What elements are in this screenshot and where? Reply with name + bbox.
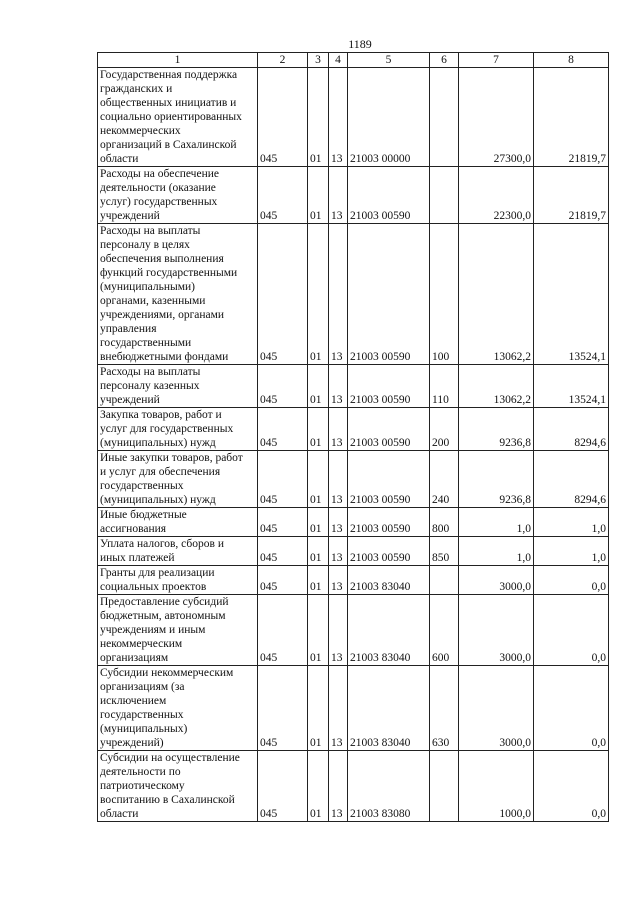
expense-type-cell: 200 <box>430 408 459 451</box>
table-row <box>98 167 609 224</box>
amount-plan-cell: 9236,8 <box>459 451 534 508</box>
ministry-code-cell: 045 <box>258 451 308 508</box>
subsection-code-cell: 13 <box>329 451 348 508</box>
amount-actual-cell: 21819,7 <box>534 167 609 224</box>
section-code-cell: 01 <box>308 595 329 666</box>
table-row <box>98 508 609 537</box>
row-name-cell: Расходы на обеспечение деятельности (оказание услуг) государственных учреждений <box>98 167 258 224</box>
table-body <box>98 68 609 822</box>
section-code-cell: 01 <box>308 566 329 595</box>
expense-type-cell <box>430 566 459 595</box>
ministry-code-cell: 045 <box>258 595 308 666</box>
target-article-cell: 21003 00590 <box>348 365 430 408</box>
section-code-cell: 01 <box>308 508 329 537</box>
amount-plan-cell: 3000,0 <box>459 666 534 751</box>
amount-plan-cell: 3000,0 <box>459 566 534 595</box>
target-article-cell: 21003 83080 <box>348 751 430 822</box>
row-name-cell: Предоставление субсидий бюджетным, автономным учреждениям и иным некоммерческим организациям <box>98 595 258 666</box>
table-row <box>98 566 609 595</box>
amount-actual-cell: 21819,7 <box>534 68 609 167</box>
target-article-cell: 21003 83040 <box>348 595 430 666</box>
subsection-code-cell: 13 <box>329 595 348 666</box>
subsection-code-cell: 13 <box>329 365 348 408</box>
row-name-cell: Гранты для реализации социальных проектов <box>98 566 258 595</box>
ministry-code-cell: 045 <box>258 566 308 595</box>
table-row <box>98 451 609 508</box>
column-header: 8 <box>534 53 609 68</box>
expense-type-cell: 850 <box>430 537 459 566</box>
expense-type-cell <box>430 751 459 822</box>
amount-actual-cell: 13524,1 <box>534 365 609 408</box>
subsection-code-cell: 13 <box>329 566 348 595</box>
row-name-cell: Закупка товаров, работ и услуг для государственных (муниципальных) нужд <box>98 408 258 451</box>
section-code-cell: 01 <box>308 408 329 451</box>
amount-actual-cell: 0,0 <box>534 666 609 751</box>
ministry-code-cell: 045 <box>258 224 308 365</box>
target-article-cell: 21003 00590 <box>348 451 430 508</box>
ministry-code-cell: 045 <box>258 408 308 451</box>
target-article-cell: 21003 83040 <box>348 666 430 751</box>
target-article-cell: 21003 00590 <box>348 537 430 566</box>
amount-actual-cell: 0,0 <box>534 566 609 595</box>
column-header: 4 <box>329 53 348 68</box>
amount-actual-cell: 13524,1 <box>534 224 609 365</box>
section-code-cell: 01 <box>308 365 329 408</box>
amount-plan-cell: 13062,2 <box>459 365 534 408</box>
row-name-cell: Иные бюджетные ассигнования <box>98 508 258 537</box>
amount-plan-cell: 1000,0 <box>459 751 534 822</box>
expense-type-cell: 800 <box>430 508 459 537</box>
row-name-cell: Иные закупки товаров, работ и услуг для обеспечения государственных (муниципальных) нужд <box>98 451 258 508</box>
section-code-cell: 01 <box>308 167 329 224</box>
page-number: 1189 <box>348 37 372 51</box>
row-name-cell: Субсидии некоммерческим организациям (за исключением государственных (муниципальных) учреждений) <box>98 666 258 751</box>
column-header: 2 <box>258 53 308 68</box>
ministry-code-cell: 045 <box>258 751 308 822</box>
amount-plan-cell: 1,0 <box>459 537 534 566</box>
amount-actual-cell: 0,0 <box>534 595 609 666</box>
ministry-code-cell: 045 <box>258 508 308 537</box>
ministry-code-cell: 045 <box>258 666 308 751</box>
table-row <box>98 751 609 822</box>
table-row <box>98 408 609 451</box>
target-article-cell: 21003 00590 <box>348 508 430 537</box>
budget-table <box>97 52 609 822</box>
subsection-code-cell: 13 <box>329 537 348 566</box>
expense-type-cell: 100 <box>430 224 459 365</box>
amount-plan-cell: 27300,0 <box>459 68 534 167</box>
ministry-code-cell: 045 <box>258 537 308 566</box>
section-code-cell: 01 <box>308 666 329 751</box>
target-article-cell: 21003 83040 <box>348 566 430 595</box>
subsection-code-cell: 13 <box>329 224 348 365</box>
expense-type-cell: 110 <box>430 365 459 408</box>
amount-actual-cell: 0,0 <box>534 751 609 822</box>
amount-actual-cell: 8294,6 <box>534 451 609 508</box>
ministry-code-cell: 045 <box>258 365 308 408</box>
amount-plan-cell: 9236,8 <box>459 408 534 451</box>
amount-plan-cell: 13062,2 <box>459 224 534 365</box>
subsection-code-cell: 13 <box>329 508 348 537</box>
amount-plan-cell: 3000,0 <box>459 595 534 666</box>
table-row <box>98 68 609 167</box>
row-name-cell: Государственная поддержка гражданских и общественных инициатив и социально ориентированных некоммерческих организаций в Сахалинской области <box>98 68 258 167</box>
amount-actual-cell: 1,0 <box>534 508 609 537</box>
row-name-cell: Уплата налогов, сборов и иных платежей <box>98 537 258 566</box>
section-code-cell: 01 <box>308 224 329 365</box>
subsection-code-cell: 13 <box>329 751 348 822</box>
expense-type-cell <box>430 68 459 167</box>
row-name-cell: Расходы на выплаты персоналу казенных учреждений <box>98 365 258 408</box>
target-article-cell: 21003 00590 <box>348 224 430 365</box>
header-row <box>98 53 609 68</box>
table-row <box>98 537 609 566</box>
column-header: 7 <box>459 53 534 68</box>
ministry-code-cell: 045 <box>258 68 308 167</box>
table-row <box>98 365 609 408</box>
column-header: 6 <box>430 53 459 68</box>
section-code-cell: 01 <box>308 751 329 822</box>
subsection-code-cell: 13 <box>329 167 348 224</box>
row-name-cell: Субсидии на осуществление деятельности по патриотическому воспитанию в Сахалинской области <box>98 751 258 822</box>
amount-actual-cell: 8294,6 <box>534 408 609 451</box>
ministry-code-cell: 045 <box>258 167 308 224</box>
target-article-cell: 21003 00000 <box>348 68 430 167</box>
amount-plan-cell: 22300,0 <box>459 167 534 224</box>
row-name-cell: Расходы на выплаты персоналу в целях обеспечения выполнения функций государственными (муниципальными) органами, казенными учреждениями, органами управления государственными внебюджетными фондами <box>98 224 258 365</box>
table-row <box>98 595 609 666</box>
column-header: 5 <box>348 53 430 68</box>
target-article-cell: 21003 00590 <box>348 167 430 224</box>
amount-actual-cell: 1,0 <box>534 537 609 566</box>
amount-plan-cell: 1,0 <box>459 508 534 537</box>
column-header: 1 <box>98 53 258 68</box>
subsection-code-cell: 13 <box>329 68 348 167</box>
table-row <box>98 224 609 365</box>
expense-type-cell: 630 <box>430 666 459 751</box>
expense-type-cell: 600 <box>430 595 459 666</box>
subsection-code-cell: 13 <box>329 408 348 451</box>
column-header: 3 <box>308 53 329 68</box>
section-code-cell: 01 <box>308 68 329 167</box>
subsection-code-cell: 13 <box>329 666 348 751</box>
expense-type-cell: 240 <box>430 451 459 508</box>
table-row <box>98 666 609 751</box>
section-code-cell: 01 <box>308 451 329 508</box>
expense-type-cell <box>430 167 459 224</box>
section-code-cell: 01 <box>308 537 329 566</box>
target-article-cell: 21003 00590 <box>348 408 430 451</box>
